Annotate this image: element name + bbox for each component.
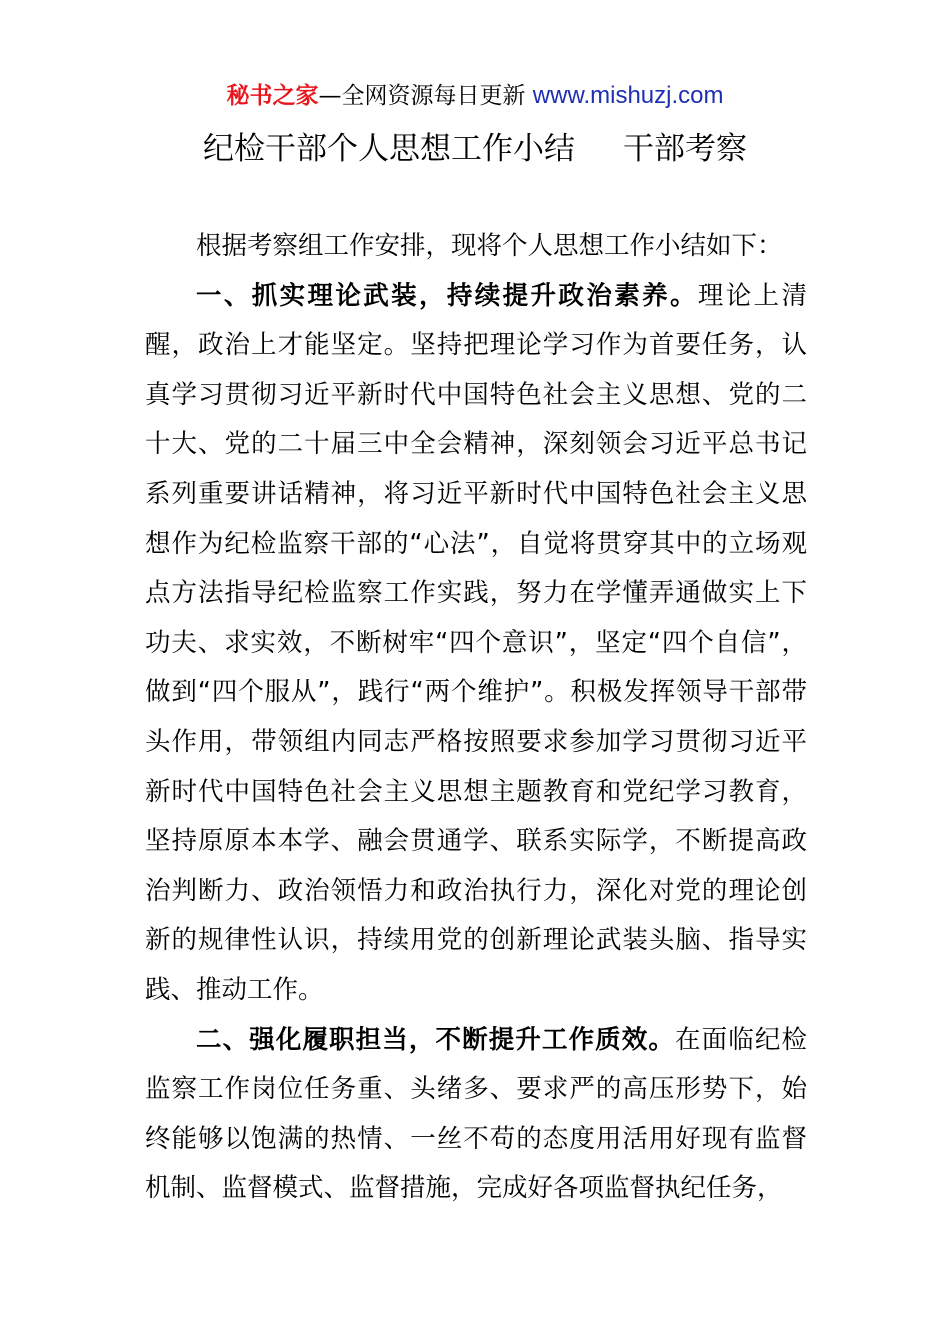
section-heading-2: 二、强化履职担当，不断提升工作质效。 [196, 1024, 676, 1055]
intro-paragraph: 根据考察组工作安排，现将个人思想工作小结如下： [196, 231, 783, 261]
section-heading-1: 一、抓实理论武装，持续提升政治素养。 [196, 280, 698, 311]
site-url-link[interactable]: www.mishuzj.com [532, 82, 724, 109]
site-tagline: —全网资源每日更新 [318, 83, 526, 109]
section-paragraph-2 [145, 1016, 807, 1214]
title-sub: 干部考察 [623, 131, 747, 167]
document-title [0, 128, 950, 170]
document-body [145, 222, 807, 1214]
title-main: 纪检干部个人思想工作小结 [203, 131, 575, 167]
section-body-2: 在面临纪检监察工作岗位任务重、头绪多、要求严的高压形势下，始终能够以饱满的热情、一丝不苟的态度用活用好现有监督机制、监督模式、监督措施，完成好各项监督执纪任务， [145, 1024, 807, 1204]
section-body-1: 理论上清醒，政治上才能坚定。坚持把理论学习作为首要任务，认真学习贯彻习近平新时代中国特色社会主义思想、党的二十大、党的二十届三中全会精神，深刻领会习近平总书记系列重要讲话精神，将习近平新时代中国特色社会主义思想作为纪检监察干部的“心法”，自觉将贯穿其中的立场观点方法指导纪检监察工作实践，努力在学懂弄通做实上下功夫、求实效，不断树牢“四个意识”，坚定“四个自信”，做到“四个服从”，践行“两个维护”。积极发挥领导干部带头作用，带领组内同志严格按照要求参加学习贯彻习近平新时代中国特色社会主义思想主题教育和党纪学习教育，坚持原原本本学、融会贯通学、联系实际学，不断提高政治判断力、政治领悟力和政治执行力，深化对党的理论创新的规律性认识，持续用党的创新理论武装头脑、指导实践、推动工作。 [145, 280, 807, 1005]
brand-name: 秘书之家 [226, 83, 319, 109]
site-header [0, 80, 950, 112]
section-paragraph-1 [145, 272, 807, 1016]
